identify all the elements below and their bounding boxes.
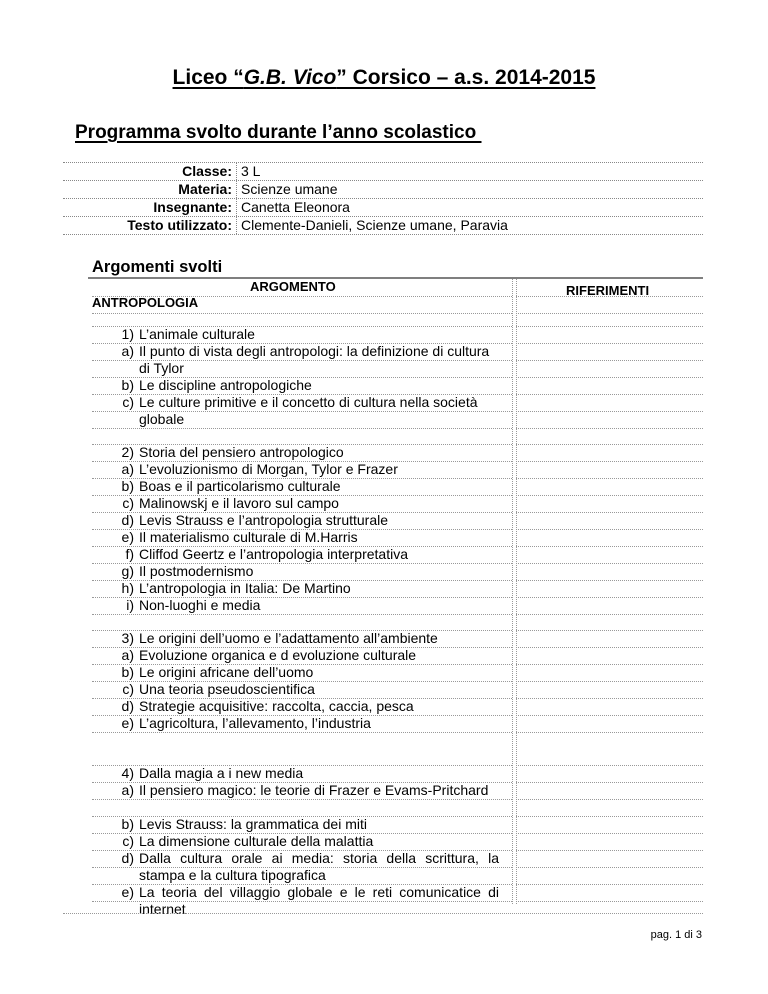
topic-label: 4) [121, 765, 134, 781]
topic-text: Non-luoghi e media [139, 597, 261, 613]
topic-text: Dalla magia a i new media [139, 765, 304, 781]
topic-text: Le origini africane dell’uomo [139, 664, 314, 680]
section-rule [88, 277, 703, 279]
area-heading: ANTROPOLOGIA [92, 295, 199, 310]
info-value: Canetta Eleonora [241, 199, 350, 215]
topic-label: a) [121, 461, 134, 477]
topic-item [92, 546, 703, 563]
info-key: Testo utilizzato [127, 217, 228, 233]
topic-item [92, 715, 703, 732]
row-divider [516, 296, 703, 297]
topic-label: g) [121, 563, 134, 579]
topic-item [92, 698, 703, 715]
topic-label: f) [125, 546, 134, 562]
topic-text: La dimensione culturale della malattia [139, 833, 374, 849]
row-divider [516, 614, 703, 615]
topic-text: Levis Strauss e l’antropologia strutturale [139, 512, 389, 528]
topic-label: a) [121, 343, 134, 359]
topic-item [92, 512, 703, 529]
document-title: Liceo “G.B. Vico” Corsico – a.s. 2014-2015 [172, 66, 596, 89]
section-heading: Argomenti svolti [92, 258, 223, 276]
topic-label: b) [121, 816, 134, 832]
topic-text: Il postmodernismo [139, 563, 254, 579]
topic-text: Le culture primitive e il concetto di cultura nella società globale [139, 394, 478, 427]
topic-text: Evoluzione organica e d evoluzione culturale [139, 647, 417, 663]
topic-label: d) [121, 512, 134, 528]
info-row-insegnante: Insegnante: Canetta Eleonora [63, 199, 703, 217]
row-divider [92, 732, 512, 733]
footer-rule [63, 913, 703, 914]
topic-label: 1) [121, 326, 134, 342]
topic-text: Boas e il particolarismo culturale [139, 478, 341, 494]
topic-item [92, 529, 703, 546]
topic-label: e) [121, 884, 134, 900]
topic-text: La teoria del villaggio globale e le reti comunicatice di internet [139, 884, 499, 917]
topic-item [92, 495, 703, 512]
topic-label: c) [122, 394, 134, 410]
column-header-riferimenti: RIFERIMENTI [566, 283, 650, 298]
topic-item [92, 664, 703, 681]
document-subtitle: Programma svolto durante l’anno scolastico [75, 122, 482, 143]
topic-label: a) [121, 647, 134, 663]
page-number: pag. 1 di 3 [650, 929, 702, 941]
topic-text: Il materialismo culturale di M.Harris [139, 529, 358, 545]
topic-item [92, 478, 703, 495]
topic-label: 3) [121, 630, 134, 646]
topic-text: Le discipline antropologiche [139, 377, 312, 393]
topic-item [92, 765, 703, 782]
topic-item [92, 647, 703, 664]
topic-item [92, 326, 703, 343]
topic-text: L’animale culturale [139, 326, 255, 342]
topic-label: b) [121, 377, 134, 393]
topic-text: Le origini dell’uomo e l’adattamento all’ambiente [139, 630, 438, 646]
topic-label: b) [121, 478, 134, 494]
info-key: Materia [178, 181, 228, 197]
info-value: Scienze umane [241, 181, 338, 197]
row-divider [92, 428, 512, 429]
info-row-materia: Materia: Scienze umane [63, 181, 703, 199]
topic-label: e) [121, 715, 134, 731]
topic-item [92, 630, 703, 647]
topic-item [92, 833, 703, 850]
topic-label: d) [121, 698, 134, 714]
info-value: Clemente-Danieli, Scienze umane, Paravia [241, 217, 508, 233]
topic-item [92, 580, 703, 597]
topic-item [92, 394, 703, 428]
row-divider [516, 313, 703, 314]
topic-item [92, 850, 703, 884]
row-divider [92, 296, 512, 297]
topic-label: 2) [121, 444, 134, 460]
topic-label: c) [122, 495, 134, 511]
topic-item [92, 343, 703, 377]
row-divider [92, 313, 512, 314]
info-value: 3 L [241, 163, 261, 179]
topic-text: Il pensiero magico: le teorie di Frazer e Evams-Pritchard [139, 782, 489, 798]
topic-text: Dalla cultura orale ai media: storia della scrittura, la stampa e la cultura tipografica [139, 850, 499, 883]
topic-text: Storia del pensiero antropologico [139, 444, 344, 460]
topic-item [92, 444, 703, 461]
topic-label: d) [121, 850, 134, 866]
topic-text: Malinowskj e il lavoro sul campo [139, 495, 339, 511]
topic-label: a) [121, 782, 134, 798]
row-divider [516, 428, 703, 429]
info-row-testo: Testo utilizzato: Clemente-Danieli, Scienze umane, Paravia [63, 217, 703, 235]
topic-item [92, 681, 703, 698]
topic-item [92, 377, 703, 394]
topic-text: Cliffod Geertz e l’antropologia interpretativa [139, 546, 409, 562]
topic-item [92, 563, 703, 580]
topic-text: Il punto di vista degli antropologi: la definizione di cultura di Tylor [139, 343, 490, 376]
row-divider [92, 614, 512, 615]
info-key: Classe [182, 163, 228, 179]
topic-label: i) [126, 597, 134, 613]
topic-label: c) [122, 833, 134, 849]
topic-label: h) [121, 580, 134, 596]
row-divider [516, 732, 703, 733]
topic-label: c) [122, 681, 134, 697]
topic-item [92, 816, 703, 833]
topic-label: b) [121, 664, 134, 680]
topic-item [92, 782, 703, 816]
topic-item [92, 461, 703, 478]
topic-text: Strategie acquisitive: raccolta, caccia, pesca [139, 698, 414, 714]
info-table [63, 162, 703, 235]
info-key: Insegnante [153, 199, 228, 215]
topic-text: Levis Strauss: la grammatica dei miti [139, 816, 367, 832]
topic-text: Una teoria pseudoscientifica [139, 681, 315, 697]
topic-item [92, 597, 703, 614]
topic-text: L’evoluzionismo di Morgan, Tylor e Frazer [139, 461, 398, 477]
topic-text: L’antropologia in Italia: De Martino [139, 580, 351, 596]
info-row-classe: Classe: 3 L [63, 163, 703, 181]
topic-text: L’agricoltura, l’allevamento, l’industria [139, 715, 371, 731]
column-header-argomento: ARGOMENTO [250, 279, 336, 294]
topic-label: e) [121, 529, 134, 545]
